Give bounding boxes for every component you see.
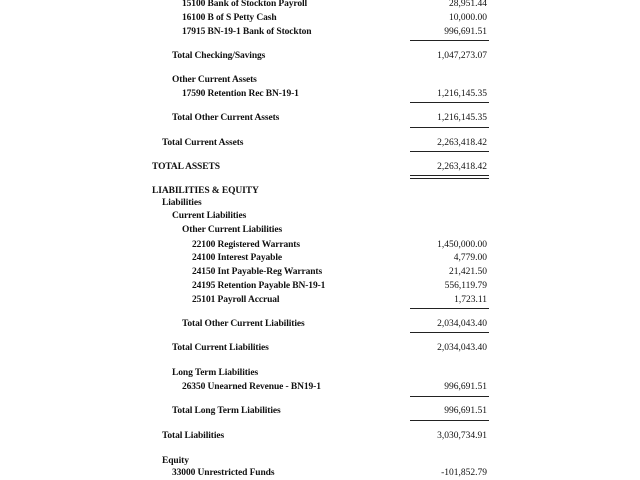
total-label: Total Other Current Liabilities (182, 319, 305, 329)
double-rule (410, 175, 489, 179)
subtotal-rule (410, 420, 489, 421)
account-row (0, 0, 640, 10)
total-label: Total Liabilities (162, 431, 225, 441)
section-heading (0, 74, 640, 86)
account-row (0, 266, 640, 278)
grand-total-label: TOTAL ASSETS (152, 162, 220, 172)
account-label: 17590 Retention Rec BN-19-1 (182, 89, 299, 99)
section-label: Equity (162, 456, 189, 466)
section-heading (0, 455, 640, 467)
grand-total-amount: 2,263,418.42 (437, 162, 487, 172)
account-label: 17915 BN-19-1 Bank of Stockton (182, 27, 312, 37)
account-row (0, 12, 640, 24)
total-amount: 1,216,145.35 (437, 113, 487, 123)
total-label: Total Other Current Assets (172, 113, 280, 123)
section-label: LIABILITIES & EQUITY (152, 186, 259, 196)
account-amount: 28,951.44 (449, 0, 487, 9)
total-row (0, 405, 640, 417)
account-label: 16100 B of S Petty Cash (182, 13, 277, 23)
total-amount: 2,034,043.40 (437, 319, 487, 329)
account-row (0, 467, 640, 479)
account-amount: 1,216,145.35 (437, 89, 487, 99)
total-label: Total Current Liabilities (172, 343, 269, 353)
total-label: Total Checking/Savings (172, 51, 266, 61)
account-amount: 21,421.50 (449, 267, 487, 277)
account-amount: 10,000.00 (449, 13, 487, 23)
account-label: 24100 Interest Payable (192, 253, 282, 263)
section-heading (0, 367, 640, 379)
account-row (0, 294, 640, 306)
account-amount: 556,119.79 (444, 281, 487, 291)
total-row (0, 342, 640, 354)
total-label: Total Long Term Liabilities (172, 406, 281, 416)
subtotal-rule (410, 308, 489, 309)
account-amount: 996,691.51 (444, 27, 487, 37)
account-row (0, 88, 640, 100)
account-label: 25101 Payroll Accrual (192, 295, 280, 305)
total-label: Total Current Assets (162, 138, 244, 148)
subtotal-rule (410, 40, 489, 41)
account-amount: 1,723.11 (454, 295, 487, 305)
subtotal-rule (410, 151, 489, 152)
section-heading (0, 224, 640, 236)
total-row (0, 112, 640, 124)
section-label: Long Term Liabilities (172, 368, 259, 378)
account-row (0, 239, 640, 251)
account-label: 15100 Bank of Stockton Payroll (182, 0, 308, 9)
section-label: Current Liabilities (172, 211, 247, 221)
section-heading (0, 197, 640, 209)
account-label: 26350 Unearned Revenue - BN19-1 (182, 382, 321, 392)
total-amount: 1,047,273.07 (437, 51, 487, 61)
section-heading (0, 185, 640, 197)
total-amount: 996,691.51 (444, 406, 487, 416)
account-amount: 4,779.00 (453, 253, 487, 263)
section-label: Other Current Assets (172, 75, 257, 85)
subtotal-rule (410, 127, 489, 128)
subtotal-rule (410, 332, 489, 333)
section-label: Other Current Liabilities (182, 225, 283, 235)
account-row (0, 280, 640, 292)
account-label: 24195 Retention Payable BN-19-1 (192, 281, 326, 291)
account-label: 24150 Int Payable-Reg Warrants (192, 267, 323, 277)
total-row (0, 137, 640, 149)
account-amount: -101,852.79 (441, 468, 487, 478)
total-amount: 2,263,418.42 (437, 138, 487, 148)
total-amount: 2,034,043.40 (437, 343, 487, 353)
section-label: Liabilities (162, 198, 202, 208)
account-row (0, 252, 640, 264)
account-amount: 1,450,000.00 (437, 240, 487, 250)
total-row (0, 318, 640, 330)
total-amount: 3,030,734.91 (437, 431, 487, 441)
account-row (0, 26, 640, 38)
account-row (0, 381, 640, 393)
subtotal-rule (410, 396, 489, 397)
total-row (0, 430, 640, 442)
account-label: 22100 Registered Warrants (192, 240, 300, 250)
grand-total-row (0, 161, 640, 173)
total-row (0, 50, 640, 62)
account-amount: 996,691.51 (444, 382, 487, 392)
subtotal-rule (410, 102, 489, 103)
account-label: 33000 Unrestricted Funds (172, 468, 275, 478)
section-heading (0, 210, 640, 222)
